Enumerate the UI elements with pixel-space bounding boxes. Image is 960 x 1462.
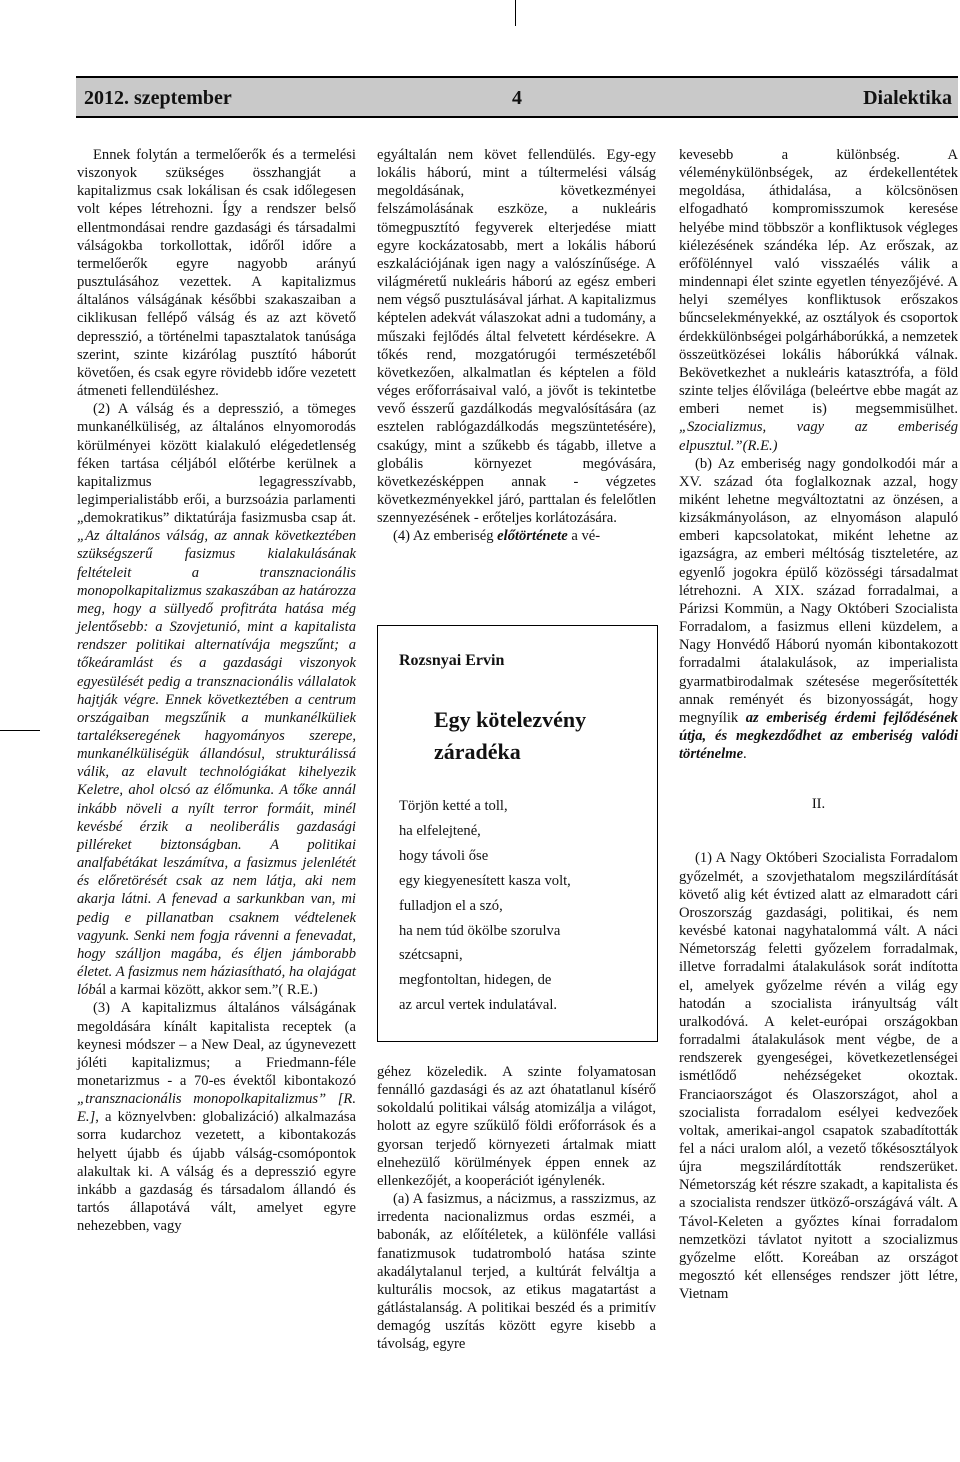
crop-mark-left — [0, 730, 40, 731]
poem-line: hogy távoli őse — [399, 847, 489, 864]
col1-p3-text-a: (3) A kapitalizmus általános válságának megoldására kínált kapitalista receptek (a keynesi módszer – a New Deal, az úgynevezett jóléti kapitalizmus; a Friedmann-féle monetarizmus - a 70-es évektől kibontakozó — [77, 1000, 356, 1089]
column-2-bottom — [377, 1063, 656, 1354]
col1-p2-text: (2) A válság és a depresszió, a tömeges munkanélküliség, az általános elnyomorodás körülményei között kialakuló elégedetlenség féken tartása céljából előtérbe kerülnek a kapitalizmus legagresszívabb, legimperialistább erői, a burzsoázia parlamenti „demokratikus” diktatúrája fasizmusba csap át. — [77, 401, 356, 527]
col1-p3-italic: „transznacionális monopolkapitalizmus” [R. E.] — [77, 1091, 356, 1126]
poem-title — [434, 704, 586, 768]
col3-paragraph-1 — [679, 146, 958, 455]
poem-box — [377, 625, 658, 1042]
poem-title-line-2: záradéka — [434, 739, 521, 764]
col2-paragraph-2 — [377, 527, 656, 545]
poem-line: megfontoltan, hidegen, de — [399, 972, 552, 989]
poem-line: az arcul vertek indulatával. — [399, 997, 558, 1014]
header-date: 2012. szeptember — [84, 87, 232, 109]
poem-line: Törjön ketté a toll, — [399, 798, 508, 814]
column-2-top — [377, 146, 656, 545]
section-heading: II. — [811, 796, 826, 813]
col1-p2-tail: ál a karmai között, akkor sem.”( R.E.) — [95, 982, 318, 999]
col3-p1-quote: „Szocializmus, vagy az emberiség elpusztul.”(R.E.) — [679, 419, 958, 454]
col3-p2-text-a: (b) Az emberiség nagy gondolkodói már a XV. század óta foglalkoznak azzal, hogy miként lehetne megváltoztatni az önzésen, a kizsákmányoláson, az elnyomáson alapuló emberi kapcsolatokat, miként lehetne az igazságra, az emberi méltóság tiszteletére, az egyenlő jogokra épülő közösségi társadalmat létrehozni. A XIX. század forradalmai, a Párizsi Kommün, a Nagy Októberi Szocialista Forradalom, a fasizmus elleni küzdelem, a Nagy Honvédő Háború nyomán kibontakozott forradalmi átalakulások, az imperialista gyarmatbirodalmak szétesése megerősítették annak reményét és bizonyosságát, hogy megnyílik — [679, 455, 958, 726]
column-3 — [679, 146, 958, 1303]
header-publication: Dialektika — [863, 87, 952, 109]
col3-p2-emphasis: az emberiség érdemi fejlődésének útja, és megkezdődhet az emberiség valódi történelme — [679, 709, 958, 763]
poem-line: fulladjon el a szó, — [399, 897, 503, 914]
col3-paragraph-2 — [679, 455, 958, 764]
col2-paragraph-3: géhez közeledik. A szinte folyamatosan fennálló gazdasági és az azt óhatatlanul kísérő sokoldalú politikai válság atomizálja a világot, holott az egyre szűkülő földi erőforrások és a gyorsan terjedő környezeti ártalmak miatt elnehezülő körülmények éppen ennek az ellenkezőjét, a kooperációt igénylenék. — [377, 1064, 656, 1189]
poem-line: ha nem túd ökölbe szorulva — [399, 922, 561, 939]
col1-paragraph-1: Ennek folytán a termelőerők és a termelési viszonyok szükséges összhangját a kapitalizmus csak lokálisan és csak időlegesen volt képes létrehozni. Így a rendszer belső ellentmondásai rendre gazdasági és társadalmi válságokba torkollottak, időről időre a termelőerők egyre nagyobb arányú pusztulásához vezettek. A kapitalizmus általános válságának későbbi szakaszaiban a ciklikusan fellépő válság és az azt követő depresszió, a történelmi tapasztalatok tanúsága szerint, szinte kizárólag pusztító háborút követően, és csak egyre rövidebb időre vezetett átmeneti fellendüléshez. — [77, 147, 356, 400]
crop-mark-top — [515, 0, 516, 26]
col3-paragraph-3: (1) A Nagy Októberi Szocialista Forradalom győzelmét, a szovjethatalom megszilárdítását követő alig két évtized alatt az elmaradott cári Oroszország gazdasági, politikai, és nem kevésbé katonai nagyhatalommá vált. A náci Németország feletti győzelem forradalmak, illetve forradalmi átalakulások sorát indította el, amelyek győzelme révén a világ egy hatodán a szocialista irányultság vált uralkodóvá. A kelet-európai országokban forradalmi átalakulások ment végbe, de a rendszerek gyengeségei, következetlenségei ismétlődő nehézségeket okoztak. Franciaországot és Olaszországot, ahol a szocialista forradalom esélyei kedvezőek voltak, amerikai-angol csapatok szabadították fel a náci uralom alól, a vezető tőkésosztályok újra megszilárdították rendszerüket. Németország két részre szakadt, a kapitalista és a szocialista rendszer ütköző-országává vált. A Távol-Keleten a győztes kínai forradalom nemzetközi távlatot nyitott a szocializmus győzelme előtt. Koreában az országot megosztó két ellenséges rendszer jött létre, Vietnam — [679, 850, 958, 1303]
col2-p2-emphasis: előtörténete — [497, 528, 568, 545]
col3-p1-text: kevesebb a különbség. A véleménykülönbségek, az érdekellentétek megoldása, áthidalása, a kölcsönösen elfogadható kompromisszumok keresése helyébe mind többször a konfliktusok végleges kiélezésének szándéka lép. Az erőszak, az erőfölénnyel való visszaélés válik a mindennapi élet szinte egyetlen tényezőjévé. A helyi személyes konfliktusok erőszakos bűncselekményekké, az osztályok és csoportok érdekkülönbségei polgárháborúkká, a nemzetek összeütközései lokális háborúkká válnak. Bekövetkezhet a nukleáris katasztrófa, a föld szinte teljes élővilága (beleértve ebbe magát az emberi nemet is) megsemmisülhet. — [679, 147, 958, 418]
col1-p3-text-b: , a köznyelvben: globalizáció) alkalmazása sorra kudarchoz vezetett, a kibontakozás helyett újabb és újabb válság-csomópontok alakultak ki. A válság és a depresszió egyre inkább a gazdaság és társadalom állandó és tartós állapotává vált, amelyet egyre nehezebben, vagy — [77, 1109, 356, 1235]
col2-p2-text-a: (4) Az emberiség — [393, 528, 498, 545]
col1-paragraph-2 — [77, 400, 356, 999]
poem-line: egy kiegyenesített kasza volt, — [399, 872, 571, 889]
col3-p2-text-b: . — [743, 746, 747, 763]
poem-author: Rozsnyai Ervin — [399, 652, 505, 669]
col1-p2-quote: „Az általános válság, az annak következtében szükségszerű fasizmus kialakulásának feltételeit a transznacionális monopolkapitalizmus szakaszában az határozza meg, hogy a süllyedő profitráta hatása még jelentősebb: a Szovjetunió, mint a kapitalista rendszer politikai alternatívája megszűnt; a tőkeáramlást és a gazdasági viszonyok egyesülését pedig a transznacionális vállalatok hajtják végre. Ennek következtében a centrum országaiban megszűnik a munkanélküliek tartalékseregének hagyományos szerepe, munkanélküliségük állandósul, strukturálissá válik, az elavult technológiákat kihelyezik Keletre, ahol olcsó az élőmunka. A tőke annál inkább növeli a nyílt terror formáit, minél kevésbé érzik a neoliberális gazdasági pilléreket biztonságban. A politikai analfabétákat leszámítva, a fasizmus jelenlétét és előretörését csak az nem látja, aki nem akarja látni. A fenevad a sarkunkban van, mi pedig e pillanatban csaknem védtelenek vagyunk. Senki nem fogja rávenni a fenevadat, hogy szálljon magába, és éljen jámborabb életet. A fasizmus nem háziasítható, ha olajágat lób — [77, 528, 356, 999]
poem-line: ha elfelejtené, — [399, 822, 481, 839]
col2-paragraph-4: (a) A fasizmus, a nácizmus, a rasszizmus, az irredenta nacionalizmus ordas eszméi, a babonák, az előítéletek, a különféle vallási fanatizmusok tudatromboló hatása szinte akadálytalanul terjed, a kultúrát felváltja a kulturális mocsok, az etikus magatartást a gátlástalanság. A politikai beszéd és a primitív demagóg uszítás között egyre kisebb a távolság, egyre — [377, 1191, 656, 1353]
poem-title-line-1: Egy kötelezvény — [434, 707, 587, 732]
col2-p2-text-b: a vé- — [567, 528, 601, 545]
page-header — [76, 76, 958, 118]
column-1 — [77, 146, 356, 1235]
poem-line: szétcsapni, — [399, 947, 463, 964]
header-page-number: 4 — [512, 87, 522, 109]
col2-paragraph-1: egyáltalán nem követ fellendülés. Egy-egy lokális háború, mint a túltermelési válság megoldásának, következményei felszámolásának eszköze, a nukleáris tömegpusztító fegyverek elterjedése miatt egyre kockázatosabb, mert a lokális háború eszkalációjának igen nagy a valószínűsége. A világméretű nukleáris háború az egész emberi nem végső pusztulásával járhat. A kapitalizmus képtelen adekvát válaszokat adni a tudomány, a műszaki fejlődés által felvetett kérdésekre. A tőkés rend, mozgatórugói természetéből következően, alkalmatlan és képtelen a föld véges erőforrásaival való, a jövőt is tekintetbe vevő ésszerű gazdálkodás megvalósítására (az esztelen rablógazdálkodás megszüntetésére), csakúgy, mint a szűkebb és tágabb, illetve a globális környezet megóvására, következésképpen annak - végzetes következményekkel járó, parttalan és felelőtlen szennyezésének - erőteljes korlátozására. — [377, 147, 656, 527]
col1-paragraph-3 — [77, 999, 356, 1235]
poem-lines — [399, 794, 571, 1018]
